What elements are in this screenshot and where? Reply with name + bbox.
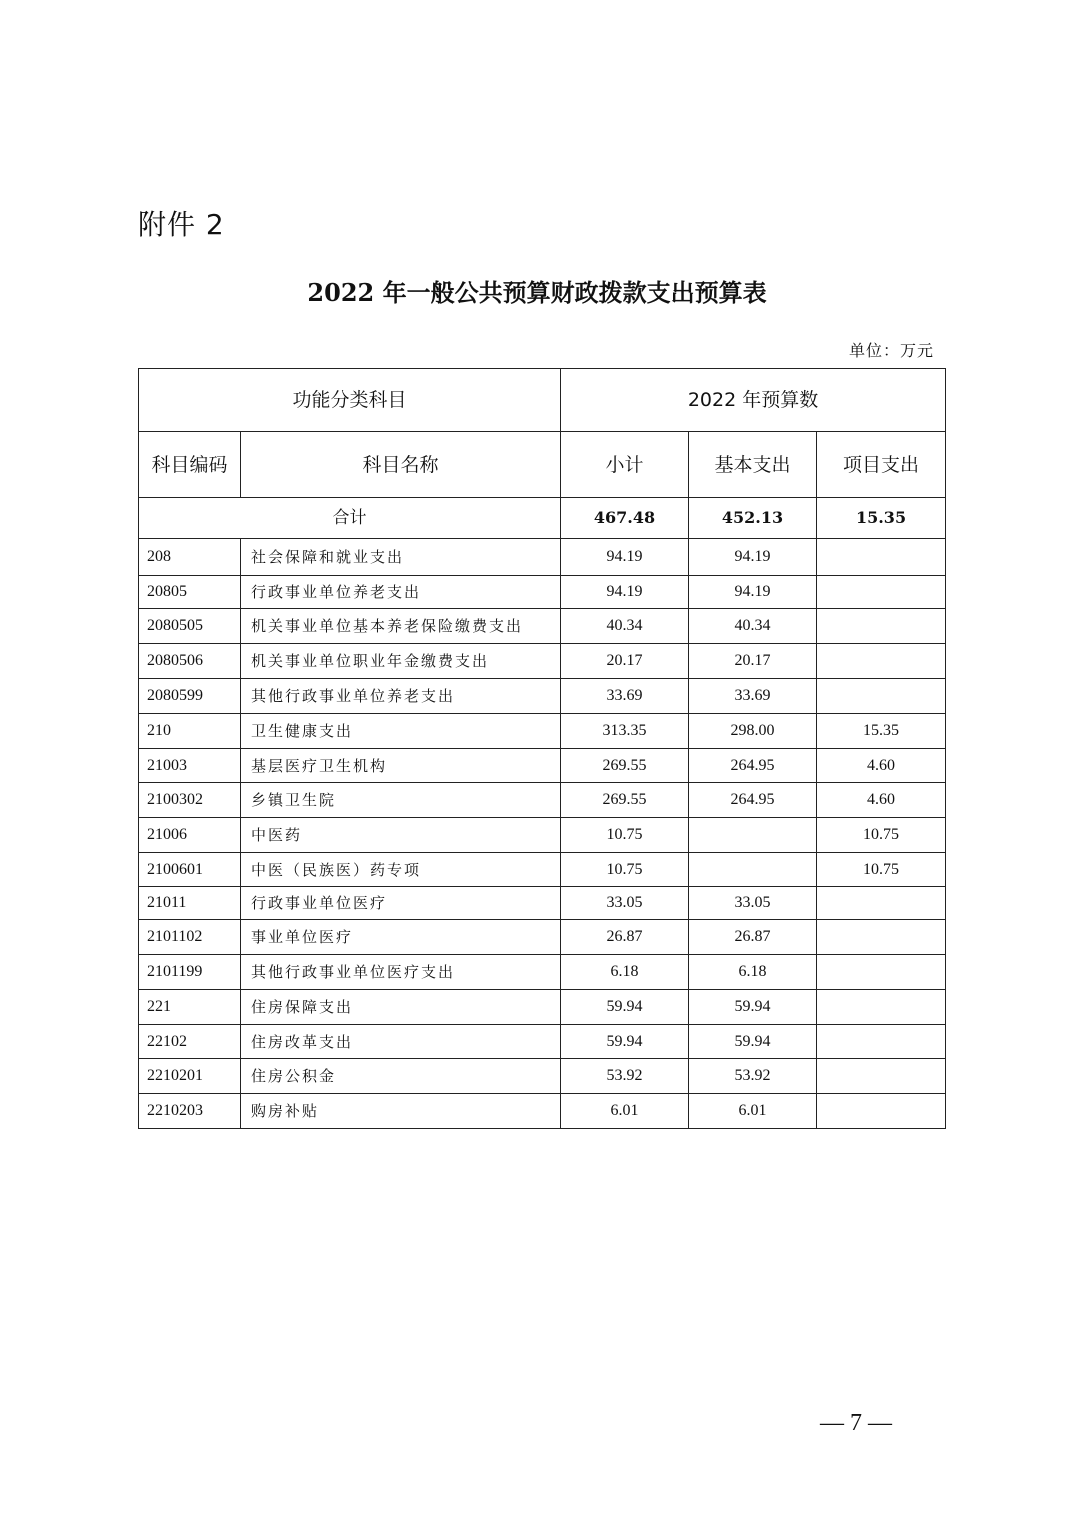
table-row [139, 609, 946, 644]
row-name: 购房补贴 [241, 1094, 561, 1129]
row-project: 15.35 [817, 714, 946, 749]
table-row [139, 955, 946, 990]
row-name: 住房改革支出 [241, 1025, 561, 1059]
row-project [817, 1059, 946, 1094]
row-basic: 59.94 [689, 990, 817, 1025]
row-subtotal: 313.35 [561, 714, 689, 749]
row-code: 208 [139, 539, 241, 576]
row-basic: 6.01 [689, 1094, 817, 1129]
document-title: 2022 年一般公共预算财政拨款支出预算表 [307, 278, 767, 307]
row-subtotal: 6.18 [561, 955, 689, 990]
header-budget: 2022 年预算数 [561, 369, 946, 432]
row-name: 住房保障支出 [241, 990, 561, 1025]
column-header-row [139, 432, 946, 498]
row-name: 中医（民族医）药专项 [241, 853, 561, 887]
row-project: 4.60 [817, 749, 946, 783]
row-name: 事业单位医疗 [241, 920, 561, 955]
row-name: 住房公积金 [241, 1059, 561, 1094]
row-basic: 26.87 [689, 920, 817, 955]
total-row [139, 498, 946, 539]
table-row [139, 749, 946, 783]
row-subtotal: 269.55 [561, 749, 689, 783]
row-project [817, 644, 946, 679]
table-body [139, 369, 946, 1129]
row-project [817, 679, 946, 714]
row-subtotal: 94.19 [561, 539, 689, 576]
row-subtotal: 10.75 [561, 818, 689, 853]
row-code: 2101102 [139, 920, 241, 955]
row-basic: 264.95 [689, 749, 817, 783]
row-subtotal: 6.01 [561, 1094, 689, 1129]
row-code: 221 [139, 990, 241, 1025]
header-project: 项目支出 [817, 432, 946, 498]
row-basic: 40.34 [689, 609, 817, 644]
unit-label: 单位：万元 [848, 341, 934, 360]
row-project: 10.75 [817, 818, 946, 853]
row-project [817, 576, 946, 609]
row-basic: 20.17 [689, 644, 817, 679]
total-label: 合计 [139, 498, 561, 539]
table-row [139, 714, 946, 749]
row-subtotal: 20.17 [561, 644, 689, 679]
row-project [817, 609, 946, 644]
row-subtotal: 269.55 [561, 783, 689, 818]
table-row [139, 818, 946, 853]
row-basic: 33.69 [689, 679, 817, 714]
row-code: 2080599 [139, 679, 241, 714]
table-row [139, 887, 946, 920]
row-name: 中医药 [241, 818, 561, 853]
row-subtotal: 33.69 [561, 679, 689, 714]
row-project [817, 955, 946, 990]
table-row [139, 783, 946, 818]
table-row [139, 990, 946, 1025]
total-project: 15.35 [817, 498, 946, 539]
row-code: 20805 [139, 576, 241, 609]
row-subtotal: 26.87 [561, 920, 689, 955]
row-name: 乡镇卫生院 [241, 783, 561, 818]
row-basic: 298.00 [689, 714, 817, 749]
row-basic: 264.95 [689, 783, 817, 818]
row-code: 21006 [139, 818, 241, 853]
table-row [139, 1094, 946, 1129]
total-subtotal: 467.48 [561, 498, 689, 539]
row-subtotal: 53.92 [561, 1059, 689, 1094]
row-basic: 94.19 [689, 539, 817, 576]
row-project [817, 539, 946, 576]
row-subtotal: 59.94 [561, 1025, 689, 1059]
row-basic: 6.18 [689, 955, 817, 990]
row-code: 210 [139, 714, 241, 749]
row-project [817, 990, 946, 1025]
header-name: 科目名称 [241, 432, 561, 498]
row-name: 其他行政事业单位养老支出 [241, 679, 561, 714]
page-number: — 7 — [820, 1410, 892, 1436]
row-project [817, 887, 946, 920]
row-basic: 94.19 [689, 576, 817, 609]
table-row [139, 1025, 946, 1059]
row-name: 行政事业单位养老支出 [241, 576, 561, 609]
row-project [817, 1094, 946, 1129]
total-basic: 452.13 [689, 498, 817, 539]
row-project: 10.75 [817, 853, 946, 887]
row-basic: 33.05 [689, 887, 817, 920]
row-code: 2101199 [139, 955, 241, 990]
row-subtotal: 59.94 [561, 990, 689, 1025]
row-name: 机关事业单位职业年金缴费支出 [241, 644, 561, 679]
row-name: 其他行政事业单位医疗支出 [241, 955, 561, 990]
row-code: 2210201 [139, 1059, 241, 1094]
row-name: 社会保障和就业支出 [241, 539, 561, 576]
row-subtotal: 40.34 [561, 609, 689, 644]
row-basic: 53.92 [689, 1059, 817, 1094]
row-basic [689, 818, 817, 853]
header-subtotal: 小计 [561, 432, 689, 498]
budget-table [138, 368, 946, 1129]
row-code: 21011 [139, 887, 241, 920]
row-name: 卫生健康支出 [241, 714, 561, 749]
header-classification: 功能分类科目 [139, 369, 561, 432]
row-project: 4.60 [817, 783, 946, 818]
row-code: 2080506 [139, 644, 241, 679]
table-row [139, 679, 946, 714]
row-project [817, 1025, 946, 1059]
table-row [139, 576, 946, 609]
row-code: 2210203 [139, 1094, 241, 1129]
group-header-row [139, 369, 946, 432]
row-basic: 59.94 [689, 1025, 817, 1059]
table-row [139, 1059, 946, 1094]
row-code: 22102 [139, 1025, 241, 1059]
row-name: 基层医疗卫生机构 [241, 749, 561, 783]
row-project [817, 920, 946, 955]
row-name: 机关事业单位基本养老保险缴费支出 [241, 609, 561, 644]
row-code: 2080505 [139, 609, 241, 644]
table-row [139, 920, 946, 955]
row-name: 行政事业单位医疗 [241, 887, 561, 920]
row-subtotal: 10.75 [561, 853, 689, 887]
row-basic [689, 853, 817, 887]
table-row [139, 539, 946, 576]
row-code: 2100601 [139, 853, 241, 887]
table-row [139, 644, 946, 679]
header-code: 科目编码 [139, 432, 241, 498]
row-code: 21003 [139, 749, 241, 783]
row-subtotal: 94.19 [561, 576, 689, 609]
attachment-label: 附件 2 [138, 208, 225, 241]
row-code: 2100302 [139, 783, 241, 818]
table-row [139, 853, 946, 887]
row-subtotal: 33.05 [561, 887, 689, 920]
header-basic: 基本支出 [689, 432, 817, 498]
